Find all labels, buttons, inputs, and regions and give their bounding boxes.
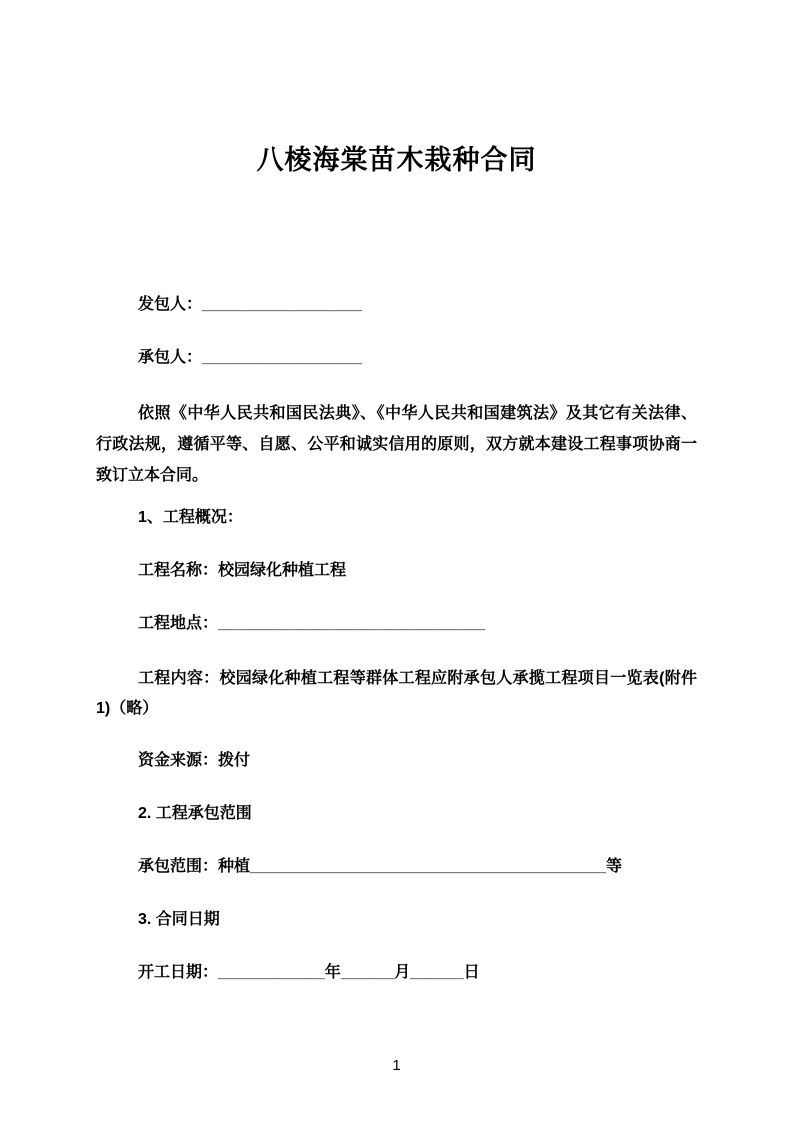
party-b-line	[96, 345, 697, 371]
preamble-paragraph: 依照《中华人民共和国民法典》、《中华人民共和国建筑法》及其它有关法律、行政法规，遵循平等、自愿、公平和诚实信用的原则，双方就本建设工程事项协商一致订立本合同。	[96, 405, 697, 484]
start-date-month-label: 月	[394, 964, 411, 981]
scope-blank-field: ________________________________________	[250, 858, 606, 875]
section-1-heading: 1、工程概况：	[138, 509, 243, 526]
project-location-blank-field: ______________________________	[218, 615, 485, 632]
funding-source-line: 资金来源：拨付	[138, 752, 251, 769]
start-date-label: 开工日期：	[138, 964, 219, 981]
scope-label: 承包范围：种植	[138, 858, 251, 875]
project-name-line: 工程名称：校园绿化种植工程	[138, 562, 347, 579]
section-3-heading: 3. 合同日期	[138, 911, 220, 928]
page-number: 1	[392, 1057, 401, 1074]
scope-suffix: 等	[605, 858, 622, 875]
party-a-blank-field: __________________	[202, 296, 363, 313]
start-date-blank-day: ______	[410, 964, 464, 981]
party-a-label: 发包人：	[138, 296, 203, 313]
project-location-label: 工程地点：	[138, 615, 219, 632]
party-b-label: 承包人：	[138, 349, 203, 366]
start-date-blank-year: ____________	[218, 964, 325, 981]
start-date-year-label: 年	[324, 964, 341, 981]
scope-line	[96, 854, 697, 880]
party-b-blank-field: __________________	[202, 349, 363, 366]
project-content-line: 工程内容：校园绿化种植工程等群体工程应附承包人承揽工程项目一览表(附件1)（略）	[96, 670, 697, 717]
start-date-blank-month: ______	[340, 964, 395, 981]
section-2-heading: 2. 工程承包范围	[138, 805, 252, 822]
party-a-line	[96, 292, 697, 318]
document-title: 八棱海棠苗木栽种合同	[256, 145, 537, 175]
start-date-day-label: 日	[463, 964, 480, 981]
project-location-line	[96, 611, 697, 637]
start-date-line	[96, 960, 697, 986]
